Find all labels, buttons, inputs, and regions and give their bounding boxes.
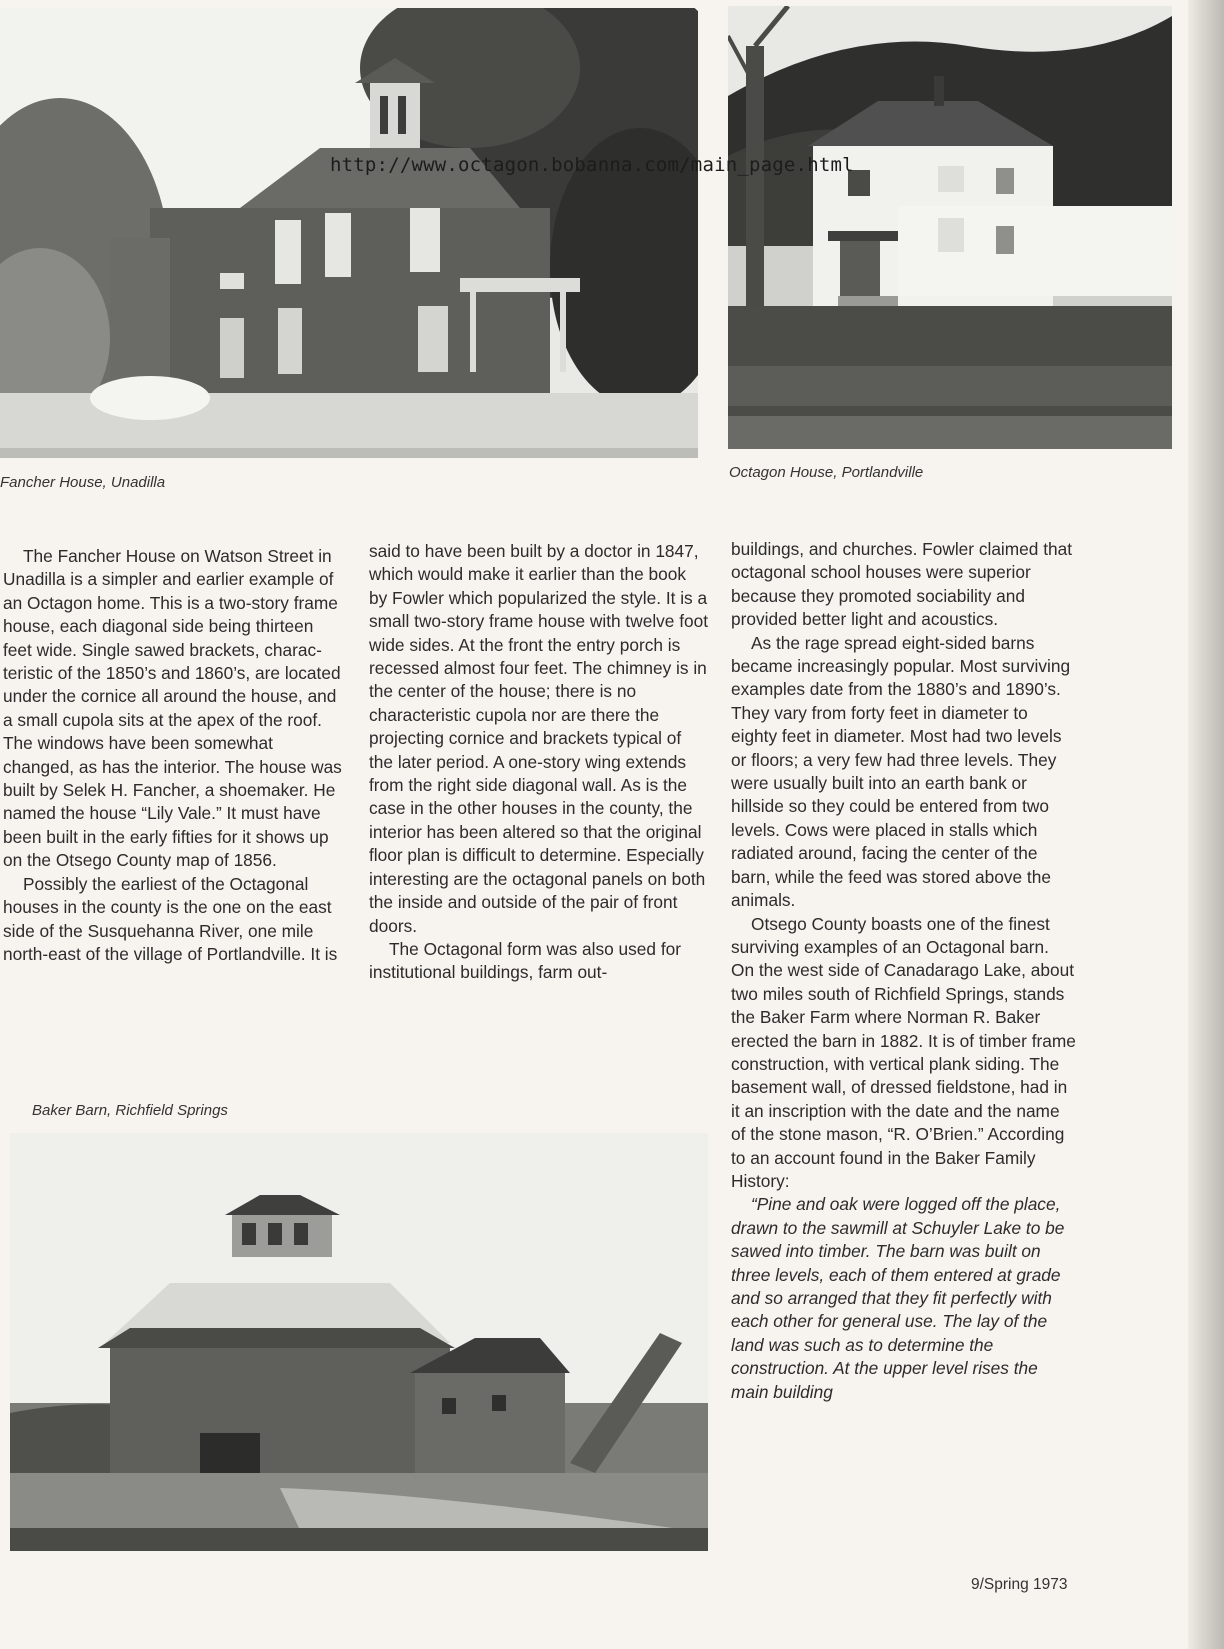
quotation: “Pine and oak were logged off the place, drawn to the sawmill at Schuyler Lake to be sawed into timber. The barn was built on three levels, each of them entered at grade and so arranged that they fit perfectly with each other for general use. The lay of the land was such as to determine the construction. At the upper level rises the main building bbox=[731, 1194, 1065, 1402]
paragraph: Otsego County boasts one of the finest surviving examples of an Octagonal barn. On the west side of Canadarago Lake, about two miles south of Richfield Springs, stands the Baker Farm where Norman R. Baker erected the barn in 1882. It is of timber frame construction, with vertical plank siding. The basement wall, of dressed fieldstone, had in it an inscription with the date and the name of the stone mason, “R. O’Brien.” According to an account found in the Baker Family History: bbox=[731, 913, 1076, 1191]
baker-barn-caption: Baker Barn, Richfield Springs bbox=[32, 1102, 228, 1119]
fancher-house-caption: Fancher House, Unadilla bbox=[0, 474, 166, 491]
paragraph: Possibly the earliest of the Octagonal houses in the county is the one on the east side of the Susquehanna River, one mile north-east of the village of Portlandville. It is bbox=[3, 873, 338, 964]
paragraph: said to have been built by a doctor in 1847, which would make it earlier than the book by Fowler which popularized the style. It is a small two-story frame house with twelve foot wide sides. At the front the entry porch is recessed almost four feet. The chimney is in the center of the house; there is no characteristic cupola nor are there the projecting cornice and brackets typical of the later period. A one-story wing extends from the right side diagonal wall. As is the case in the other houses in the county, the interior has been altered so that the original floor plan is difficult to determine. Especially interesting are the octagonal panels on both the inside and outside of the pair of front doors. bbox=[369, 541, 709, 936]
paragraph: buildings, and churches. Fowler claimed that octagonal school houses were superior because they promoted sociability and provided better light and acoustics. bbox=[731, 539, 1073, 630]
paragraph: The Fancher House on Watson Street in Unadilla is a simpler and earlier example of an Octagon home. This is a two-story frame house, each diagonal side being thirteen feet wide. Single sawed brackets, charac-teristic of the 1850’s and 1860’s, are located under the cornice all around the house, and a small cupola sits at the apex of the roof. The windows have been somewhat changed, as has the interior. The house was built by Selek H. Fancher, a shoemaker. He named the house “Lily Vale.” It must have been built in the early fifties for it shows up on the Otsego County map of 1856. bbox=[3, 546, 342, 871]
text-column-1 bbox=[3, 545, 343, 966]
text-column-2 bbox=[369, 540, 709, 985]
url-overlay: http://www.octagon.bobanna.com/main_page.html bbox=[330, 154, 854, 176]
octagon-house-photo bbox=[728, 6, 1172, 449]
paragraph: The Octagonal form was also used for institutional buildings, farm out- bbox=[369, 938, 682, 983]
paragraph: As the rage spread eight-sided barns became increasingly popular. Most surviving examples date from the 1880’s and 1890’s. They vary from forty feet in diameter to eighty feet in diameter. Most had two levels or floors; a very few had three levels. They were usually built into an earth bank or hillside so they could be entered from two levels. Cows were placed in stalls which radiated around, facing the center of the barn, while the feed was stored above the animals. bbox=[731, 632, 1071, 911]
text-column-3 bbox=[731, 538, 1076, 1404]
page-folio: 9/Spring 1973 bbox=[971, 1576, 1068, 1593]
page-edge bbox=[1188, 0, 1224, 1649]
fancher-house-photo bbox=[0, 8, 698, 458]
octagon-house-caption: Octagon House, Portlandville bbox=[729, 464, 924, 481]
baker-barn-photo bbox=[10, 1133, 708, 1551]
